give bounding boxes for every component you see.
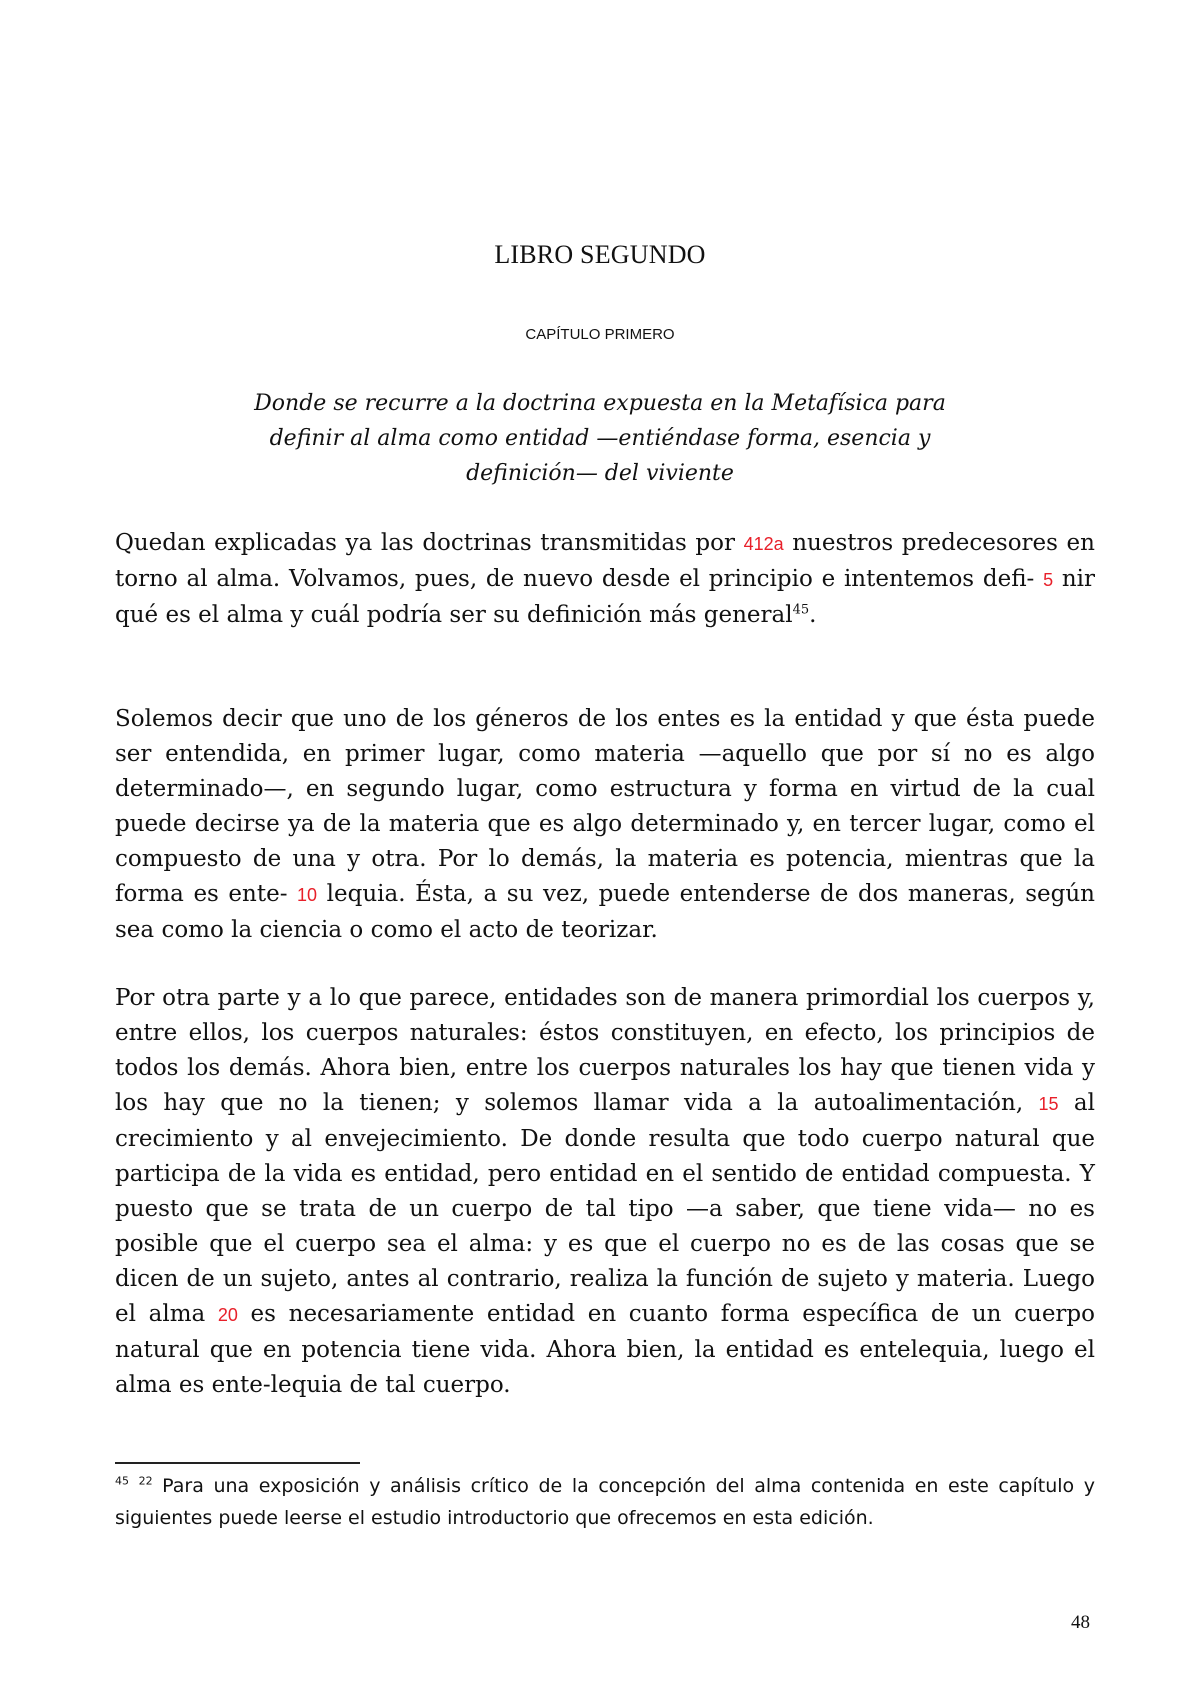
chapter-subtitle	[150, 386, 1050, 491]
paragraph-text: .	[809, 602, 817, 628]
paragraph-2	[115, 702, 1095, 948]
subtitle-line-2: definir al alma como entidad —entiéndase forma, esencia y	[269, 426, 931, 451]
page-number: 48	[1071, 1612, 1090, 1633]
book-title: LIBRO SEGUNDO	[494, 240, 706, 269]
footnote-reference[interactable]: 45	[792, 602, 810, 618]
bekker-marginal-number: 15	[1038, 1094, 1059, 1114]
bekker-marginal-number: 20	[217, 1305, 238, 1325]
paragraph-text: nir qué es el alma y cuál podría ser su definición más general	[115, 566, 1095, 628]
paragraph-text: al crecimiento y al envejecimiento. De donde resulta que todo cuerpo natural que participa de la vida es entidad, pero entidad en el sentido de entidad compuesta. Y puesto que se trata de un cuerpo de tal tipo —a saber, que tiene vida— no es posible que el cuerpo sea el alma: y es que el cuerpo no es de las cosas que se dicen de un sujeto, antes al contrario, realiza la función de sujeto y materia. Luego el alma	[115, 1090, 1095, 1327]
subtitle-line-3: definición— del viviente	[466, 461, 734, 486]
paragraph-text: nuestros predecesores en torno al alma. Volvamos, pues, de nuevo desde el principio e intentemos defi-	[115, 530, 1095, 592]
bekker-marginal-number: 5	[1043, 570, 1054, 590]
paragraph-text: es necesariamente entidad en cuanto forma específica de un cuerpo natural que en potencia tiene vida. Ahora bien, la entidad es entelequia, luego el alma es ente-lequia de tal cuerpo.	[115, 1301, 1095, 1398]
paragraph-3	[115, 981, 1095, 1403]
paragraph-text: Solemos decir que uno de los géneros de los entes es la entidad y que ésta puede ser entendida, en primer lugar, como materia —aquello que por sí no es algo determinado—, en segundo lugar, como estructura y forma en virtud de la cual puede decirse ya de la materia que es algo determinado y, en tercer lugar, como el compuesto de una y otra. Por lo demás, la materia es potencia, mientras que la forma es ente-	[115, 706, 1095, 907]
paragraph-1	[115, 526, 1095, 633]
footnote-number: 45	[115, 1474, 129, 1488]
bekker-marginal-number: 412a	[743, 534, 784, 554]
bekker-marginal-number: 10	[297, 885, 318, 905]
chapter-title: CAPÍTULO PRIMERO	[525, 326, 675, 343]
paragraph-text: Por otra parte y a lo que parece, entidades son de manera primordial los cuerpos y, entre ellos, los cuerpos naturales: éstos constituyen, en efecto, los principios de todos los demás. Ahora bien, entre los cuerpos naturales los hay que tienen vida y los hay que no la tienen; y solemos llamar vida a la autoalimentación,	[115, 985, 1095, 1116]
footnote-text: Para una exposición y análisis crítico de la concepción del alma contenida en este capítulo y siguientes puede leerse el estudio introductorio que ofrecemos en esta edición.	[115, 1475, 1095, 1529]
paragraph-text: Quedan explicadas ya las doctrinas transmitidas por	[115, 530, 744, 556]
footnote-divider	[115, 1462, 360, 1464]
subtitle-line-1: Donde se recurre a la doctrina expuesta en la Metafísica para	[254, 391, 946, 416]
footnote	[115, 1470, 1095, 1534]
footnote-note-number: 22	[138, 1474, 153, 1488]
paragraph-text: lequia. Ésta, a su vez, puede entenderse de dos maneras, según sea como la ciencia o como el acto de teorizar.	[115, 881, 1095, 943]
